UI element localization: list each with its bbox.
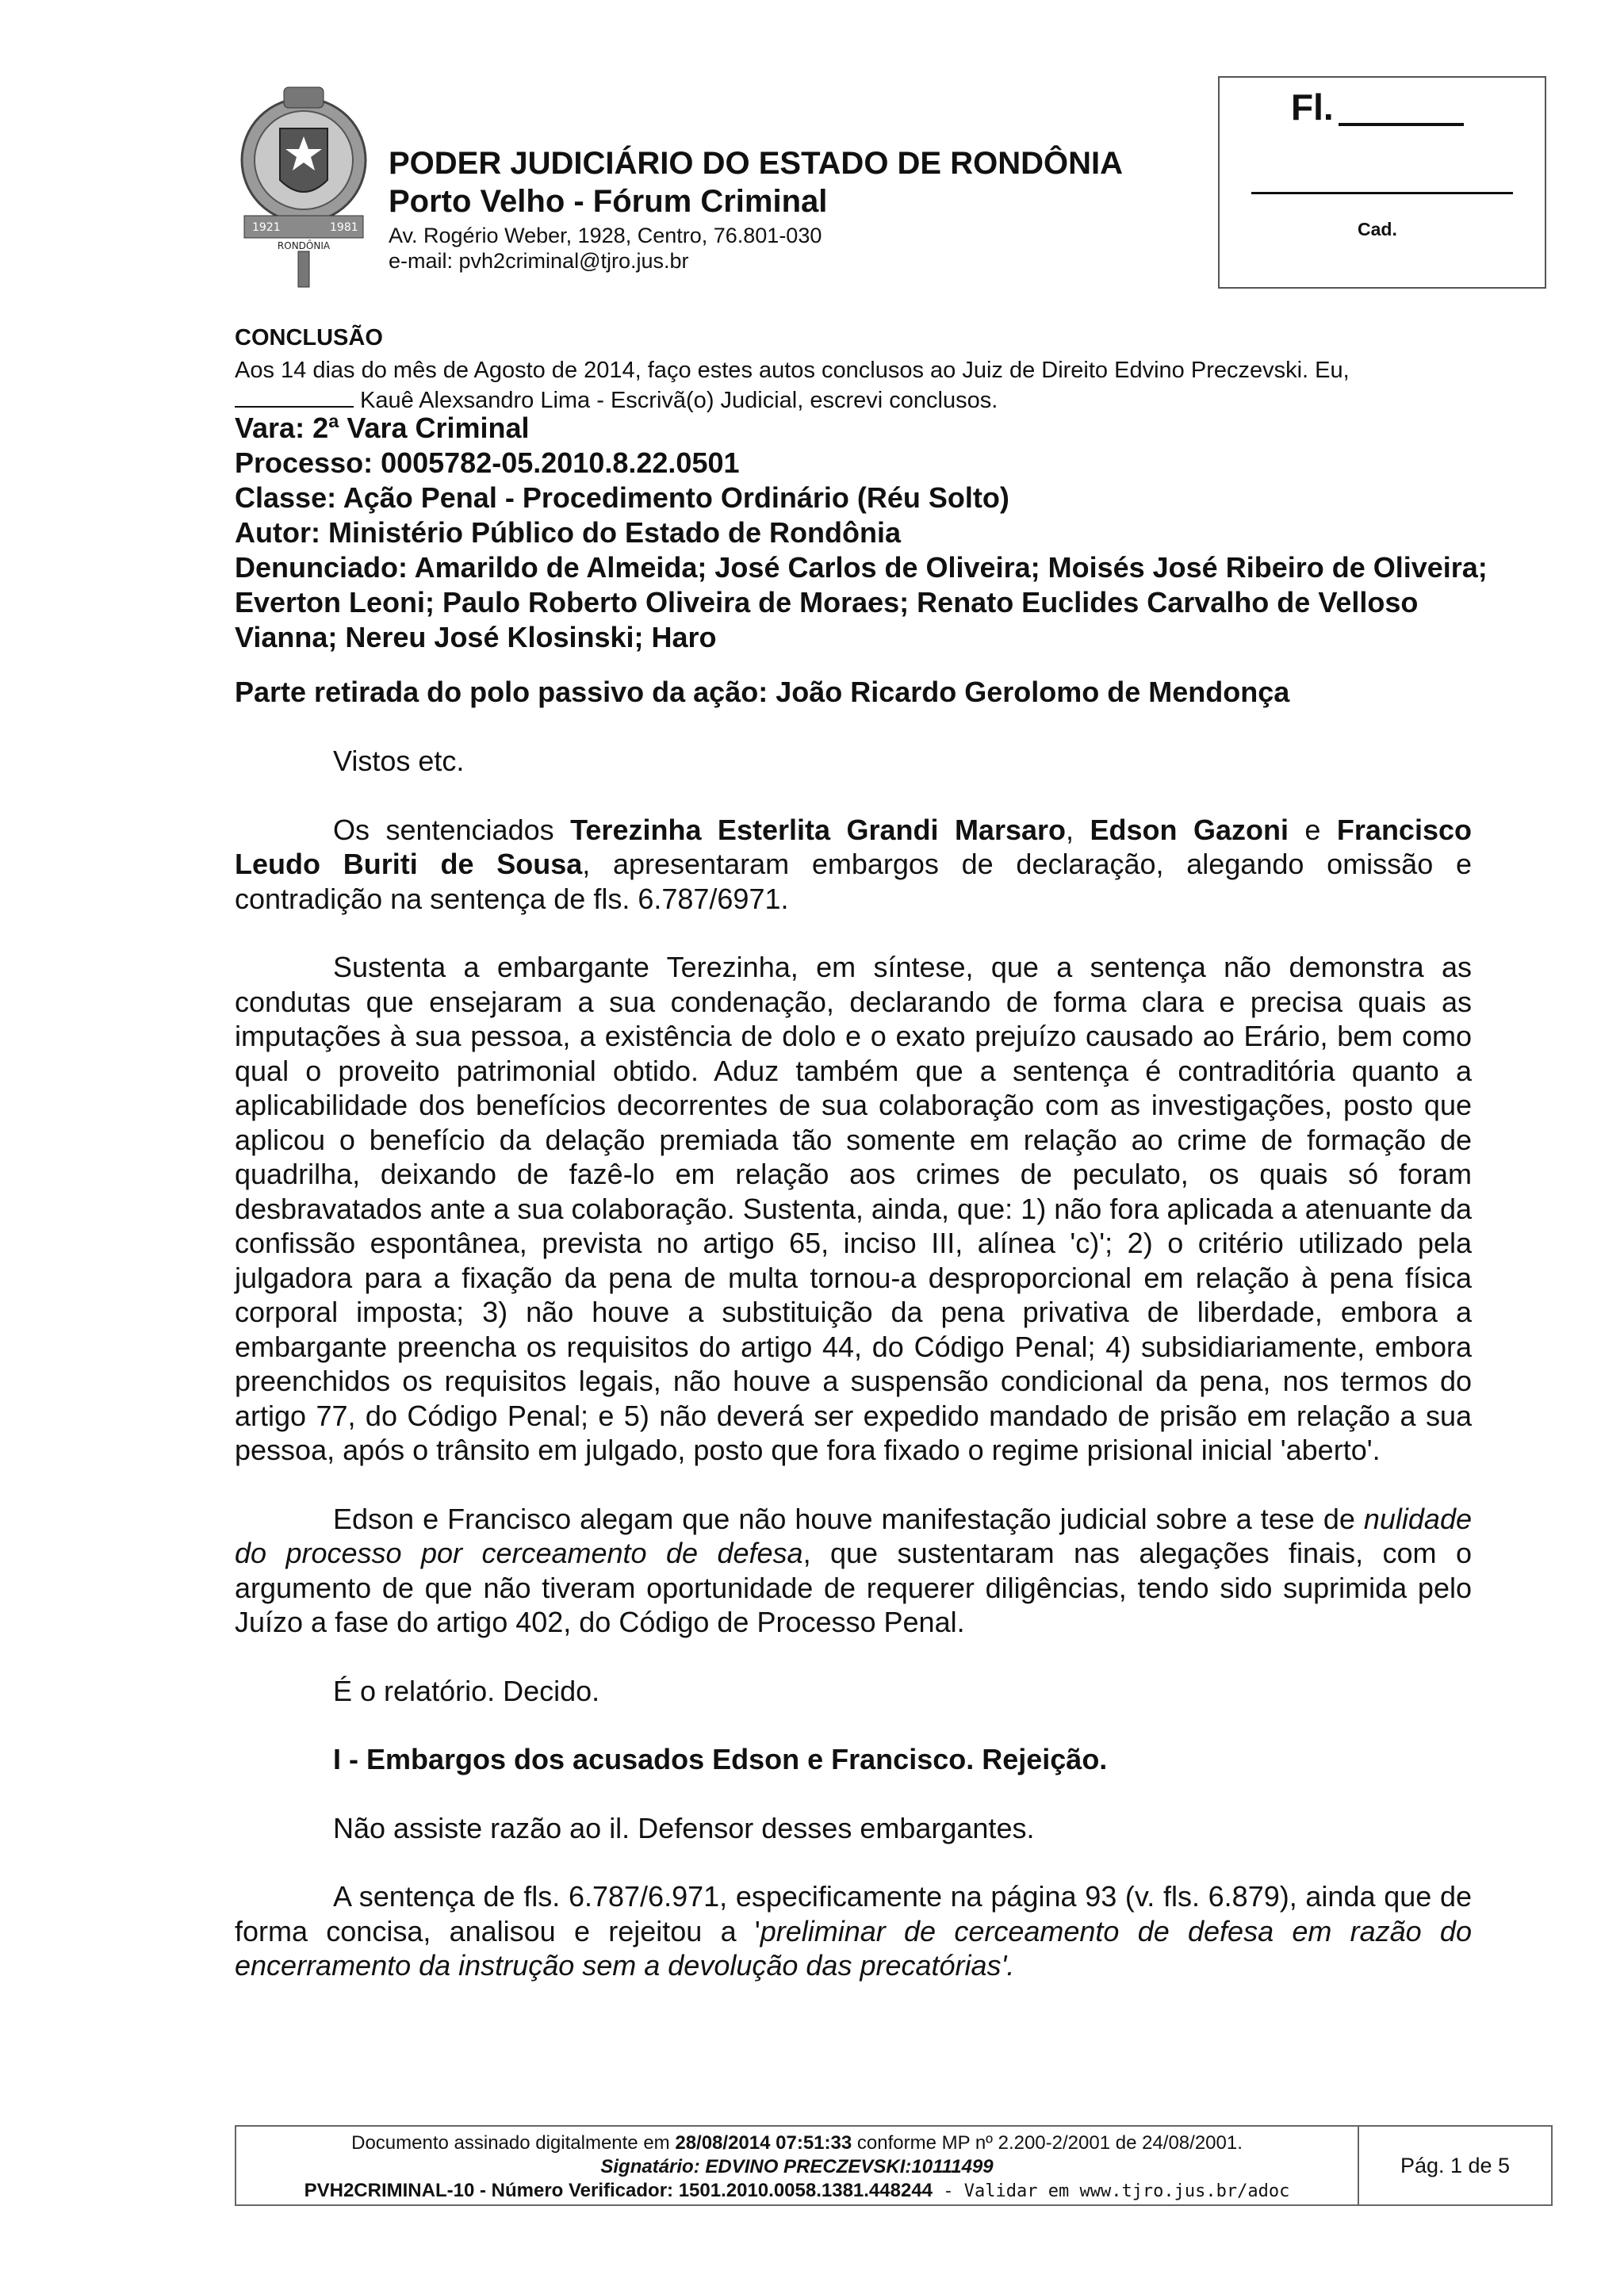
footer-line-3: PVH2CRIMINAL-10 - Número Verificador: 1501.2010.0058.1381.448244 - Validar em www.tjro.jus.br/adoc xyxy=(304,2180,1290,2201)
conclusao-line-1: Aos 14 dias do mês de Agosto de 2014, faço estes autos conclusos ao Juiz de Direito Edvino Preczevski. Eu, xyxy=(235,358,1350,383)
paragraph-sentenca: A sentença de fls. 6.787/6.971, especificamente na página 93 (v. fls. 6.879), ainda que de forma concisa, analisou e rejeitou a 'preliminar de cerceamento de defesa em razão do encerramento da instrução sem a devolução das precatórias'. xyxy=(235,1880,1472,1982)
decision-body xyxy=(235,744,1472,2017)
seal-year-left: 1921 xyxy=(252,221,281,234)
blank-line xyxy=(235,406,354,408)
conclusao-text xyxy=(235,355,1488,416)
validation-link[interactable]: - Validar em www.tjro.jus.br/adoc xyxy=(933,2181,1290,2201)
court-name: PODER JUDICIÁRIO DO ESTADO DE RONDÔNIA xyxy=(389,146,1123,181)
autor: Autor: Ministério Público do Estado de Rondônia xyxy=(235,516,901,549)
signature-footer xyxy=(235,2125,1553,2206)
processo: Processo: 0005782-05.2010.8.22.0501 xyxy=(235,446,740,479)
seal-year-right: 1981 xyxy=(330,221,358,234)
folio-number-line xyxy=(1339,123,1464,126)
paragraph-relatorio: É o relatório. Decido. xyxy=(333,1674,600,1707)
case-metadata xyxy=(235,411,1488,655)
seal-text: RONDÔNIA xyxy=(277,240,331,251)
paragraph-vistos: Vistos etc. xyxy=(333,745,465,777)
parte-retirada: Parte retirada do polo passivo da ação: João Ricardo Gerolomo de Mendonça xyxy=(235,676,1290,708)
paragraph-terezinha: Sustenta a embargante Terezinha, em síntese, que a sentença não demonstra as condutas que ensejaram a sua condenação, declarando de forma clara e precisa quais as imputações à sua pessoa, a existência de dolo e o exato prejuízo causado ao Erário, bem como qual o proveito patrimonial obtido. Aduz também que a sentença é contraditória quanto a aplicabilidade dos benefícios decorrentes de sua colaboração com as investigações, posto que aplicou o benefício da delação premiada tão somente em relação ao crime de formação de quadrilha, deixando de fazê-lo em relação aos crimes de peculato, os quais só foram desbravatados ante a sua colaboração. Sustenta, ainda, que: 1) não fora aplicada a atenuante da confissão espontânea, prevista no artigo 65, inciso III, alínea 'c)'; 2) o critério utilizado pela julgadora para a fixação da pena de multa tornou-a desproporcional em relação à pena física corporal imposta; 3) não houve a substituição da pena privativa de liberdade, embora a embargante preencha os requisitos do artigo 44, do Código Penal; 4) subsidiariamente, embora preenchidos os requisitos legais, não houve a suspensão condicional da pena, nos termos do artigo 77, do Código Penal; e 5) não deverá ser expedido mandado de prisão em relação a sua pessoa, após o trânsito em julgado, posto que fora fixado o regime prisional inicial 'aberto'. xyxy=(235,951,1472,1466)
footer-line-1: Documento assinado digitalmente em 28/08/2014 07:51:33 conforme MP nº 2.200-2/2001 de 24/08/2001. xyxy=(351,2132,1243,2154)
court-email: e-mail: pvh2criminal@tjro.jus.br xyxy=(389,249,689,273)
court-place: Porto Velho - Fórum Criminal xyxy=(389,184,828,219)
conclusao-title: CONCLUSÃO xyxy=(235,325,383,350)
coat-of-arms-seal xyxy=(236,73,371,293)
classe: Classe: Ação Penal - Procedimento Ordinário (Réu Solto) xyxy=(235,481,1009,514)
paragraph-edson-francisco: Edson e Francisco alegam que não houve manifestação judicial sobre a tese de nulidade do processo por cerceamento de defesa, que sustentaram nas alegações finais, com o argumento de que não tiveram oportunidade de requerer diligências, tendo sido suprimida pelo Juízo a fase do artigo 402, do Código de Processo Penal. xyxy=(235,1502,1472,1638)
conclusao-line-2: Kauê Alexsandro Lima - Escrivã(o) Judicial, escrevi conclusos. xyxy=(360,388,998,413)
folio-box xyxy=(1218,76,1546,289)
page-number: Pág. 1 de 5 xyxy=(1400,2153,1511,2177)
paragraph-nao-assiste: Não assiste razão ao il. Defensor desses embargantes. xyxy=(333,1811,1035,1844)
paragraph-sentenciados: Os sentenciados Terezinha Esterlita Grandi Marsaro, Edson Gazoni e Francisco Leudo Buriti de Sousa, apresentaram embargos de declaração, alegando omissão e contradição na sentença de fls. 6.787/6971. xyxy=(235,813,1472,915)
folio-label: Fl. xyxy=(1291,86,1334,128)
folio-signature-line xyxy=(1251,192,1513,194)
footer-signatory: Signatário: EDVINO PRECZEVSKI:10111499 xyxy=(600,2156,994,2177)
cad-label: Cad. xyxy=(1358,219,1397,239)
court-address: Av. Rogério Weber, 1928, Centro, 76.801-030 xyxy=(389,224,822,247)
section-heading-i: I - Embargos dos acusados Edson e Francisco. Rejeição. xyxy=(333,1743,1108,1775)
vara: Vara: 2ª Vara Criminal xyxy=(235,412,530,444)
denunciado: Denunciado: Amarildo de Almeida; José Carlos de Oliveira; Moisés José Ribeiro de Oliveira; Everton Leoni; Paulo Roberto Oliveira de Moraes; Renato Euclides Carvalho de Velloso Vianna; Nereu José Klosinski; Haro xyxy=(235,551,1488,653)
